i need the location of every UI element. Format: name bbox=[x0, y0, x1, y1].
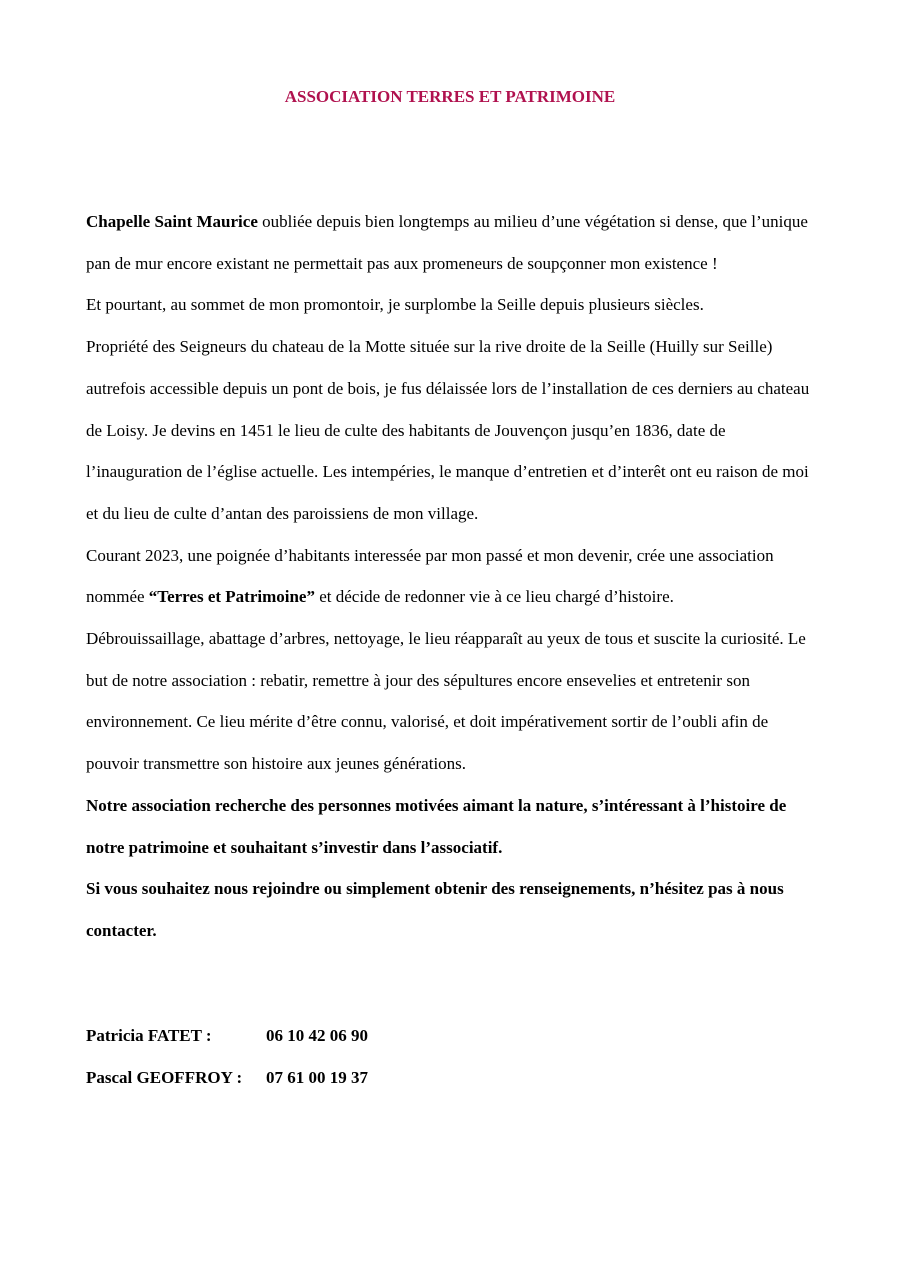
paragraph-association-start: Courant 2023, une poignée d’habitants interessée par mon passé et mon devenir, crée une association nommée bbox=[86, 545, 774, 607]
paragraph-intro bbox=[86, 201, 816, 284]
contact-list bbox=[86, 1015, 586, 1099]
association-name: “Terres et Patrimoine” bbox=[148, 587, 315, 607]
document-body bbox=[86, 201, 816, 952]
paragraph-recruitment: Notre association recherche des personnes motivées aimant la nature, s’intéressant à l’histoire de notre patrimoine et souhaitant s’investir dans l’associatif. bbox=[86, 795, 787, 857]
paragraph-association bbox=[86, 535, 816, 618]
paragraph-history: Propriété des Seigneurs du chateau de la Motte située sur la rive droite de la Seille (Huilly sur Seille) autrefois accessible depuis un pont de bois, je fus délaissée lors de l’installation de ces derniers au chateau de Loisy. Je devins en 1451 le lieu de culte des habitants de Jouvençon jusqu’en 1836, date de l’inauguration de l’église actuelle. Les intempéries, le manque d’entretien et d’interêt ont eu raison de moi et du lieu de culte d’antan des paroissiens de mon village. bbox=[86, 337, 810, 523]
paragraph-intro-text: oubliée depuis bien longtemps au milieu d’une végétation si dense, que l’unique pan de mur encore existant ne permettait pas aux promeneurs de soupçonner mon existence ! bbox=[86, 212, 808, 273]
contact-row bbox=[86, 1057, 586, 1099]
contact-phone: 06 10 42 06 90 bbox=[266, 1026, 368, 1045]
contact-row bbox=[86, 1015, 586, 1057]
paragraph-restoration: Débrouissaillage, abattage d’arbres, nettoyage, le lieu réapparaît au yeux de tous et suscite la curiosité. Le but de notre association : rebatir, remettre à jour des sépultures encore ensevelies et entretenir son environnement. Ce lieu mérite d’être connu, valorisé, et doit impérativement sortir de l’oubli afin de pouvoir transmettre son histoire aux jeunes générations. bbox=[86, 629, 806, 774]
contact-name: Patricia FATET : bbox=[86, 1026, 212, 1045]
paragraph-association-end: et décide de redonner vie à ce lieu chargé d’histoire. bbox=[314, 587, 674, 607]
contact-name: Pascal GEOFFROY : bbox=[86, 1068, 243, 1087]
paragraph-promontory: Et pourtant, au sommet de mon promontoir, je surplombe la Seille depuis plusieurs siècles. bbox=[86, 295, 704, 315]
page-title: ASSOCIATION TERRES ET PATRIMOINE bbox=[284, 87, 616, 106]
chapel-name: Chapelle Saint Maurice bbox=[86, 212, 258, 231]
paragraph-contact-invite: Si vous souhaitez nous rejoindre ou simplement obtenir des renseignements, n’hésitez pas à nous contacter. bbox=[86, 879, 784, 940]
contact-phone: 07 61 00 19 37 bbox=[266, 1068, 368, 1087]
